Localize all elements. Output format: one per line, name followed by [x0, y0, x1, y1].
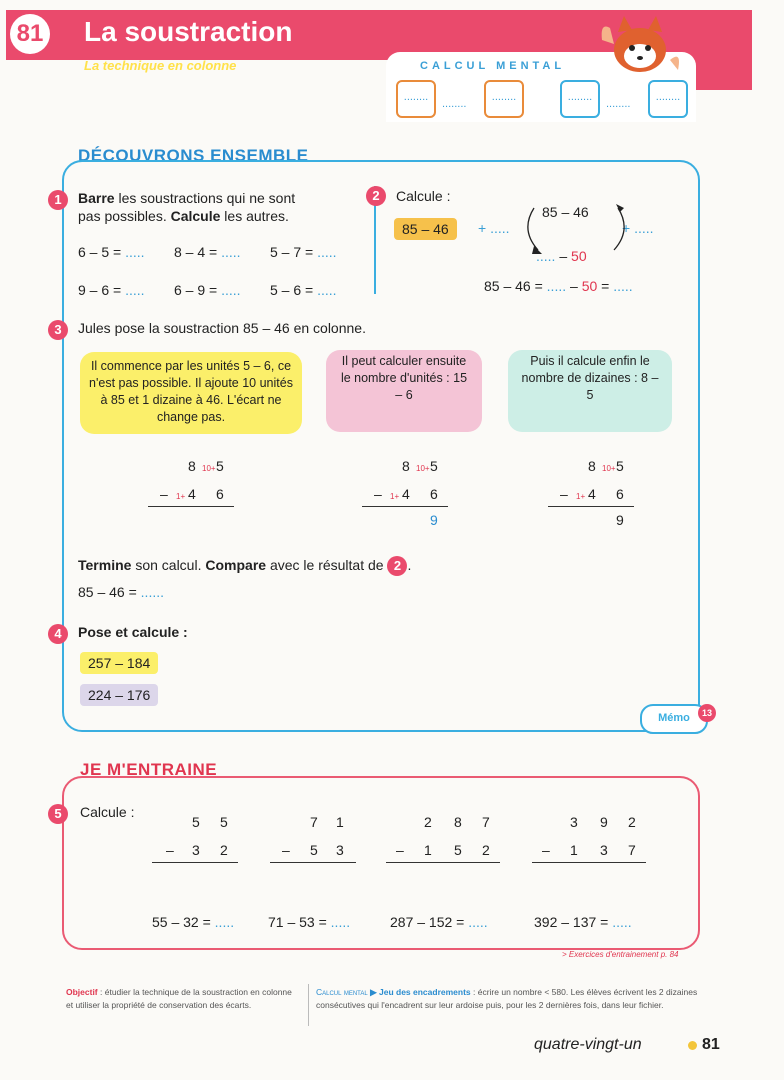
- exercise-number: 3: [48, 320, 68, 340]
- page-subtitle: La technique en colonne: [84, 58, 237, 73]
- column-digit: 4: [188, 486, 196, 502]
- ex1-instruction-line1: Barre les soustractions qui ne sont: [78, 190, 296, 206]
- ex1-operation[interactable]: 9 – 6 = .....: [78, 282, 145, 298]
- minus-sign: –: [160, 486, 168, 502]
- mental-calc-title: CALCUL MENTAL: [420, 60, 566, 72]
- ex3-step2-bubble: Il peut calculer ensuite le nombre d'unités : 15 – 6: [326, 350, 482, 432]
- ex5-result-line[interactable]: 55 – 32 = .....: [152, 914, 235, 930]
- ex1-operation[interactable]: 5 – 7 = .....: [270, 244, 337, 260]
- column-digit: 3: [192, 842, 200, 858]
- red-panda-mascot-icon: [596, 10, 684, 78]
- ex5-result-line[interactable]: 392 – 137 = .....: [534, 914, 632, 930]
- mental-gap-dots: ........: [442, 98, 467, 110]
- column-digit: 5: [220, 814, 228, 830]
- operation-line: [362, 506, 448, 507]
- mental-gap-dots: ........: [606, 98, 631, 110]
- column-digit: 8: [454, 814, 462, 830]
- ex2-plus-right[interactable]: + .....: [622, 220, 654, 236]
- ex2-instruction: Calcule :: [396, 188, 451, 204]
- ex3-instruction: Jules pose la soustraction 85 – 46 en colonne.: [78, 320, 366, 336]
- train-section-title: JE M'ENTRAINE: [80, 760, 218, 779]
- operation-line: [152, 862, 238, 863]
- column-digit: 1: [424, 842, 432, 858]
- mental-answer-box[interactable]: ........: [560, 80, 600, 118]
- column-digit: 6: [430, 486, 438, 502]
- column-digit: 2: [628, 814, 636, 830]
- column-digit: 2: [424, 814, 432, 830]
- column-digit: 7: [310, 814, 318, 830]
- minus-sign: –: [560, 486, 568, 502]
- column-digit: 2: [220, 842, 228, 858]
- minus-sign: –: [542, 842, 550, 858]
- ex3-finish-instruction: Termine son calcul. Compare avec le résultat de 2 .: [78, 556, 411, 576]
- page-number-words: quatre-vingt-un: [534, 1036, 642, 1053]
- operation-line: [270, 862, 356, 863]
- ex5-instruction: Calcule :: [80, 804, 135, 820]
- carry-ten: 10+: [202, 464, 216, 473]
- ex1-operation[interactable]: 6 – 9 = .....: [174, 282, 241, 298]
- mental-answer-box[interactable]: ........: [648, 80, 688, 118]
- operation-line: [148, 506, 234, 507]
- column-digit: 7: [628, 842, 636, 858]
- memo-number: 13: [698, 704, 716, 722]
- exercise-number: 5: [48, 804, 68, 824]
- ex2-diagram-middle: ..... – 50: [536, 248, 587, 264]
- ex3-step1-bubble: Il commence par les unités 5 – 6, ce n'est pas possible. Il ajoute 10 unités à 85 et 1 dizaine à 46. L'écart ne change pas.: [80, 352, 302, 434]
- ex1-operation[interactable]: 6 – 5 = .....: [78, 244, 145, 260]
- exercise-number: 4: [48, 624, 68, 644]
- ex1-operation[interactable]: 8 – 4 = .....: [174, 244, 241, 260]
- mental-answer-box[interactable]: ........: [396, 80, 436, 118]
- column-digit: 5: [216, 458, 224, 474]
- discover-section-title: DÉCOUVRONS ENSEMBLE: [78, 146, 309, 165]
- column-digit: 8: [588, 458, 596, 474]
- column-digit: 5: [616, 458, 624, 474]
- column-digit: 5: [454, 842, 462, 858]
- ex5-result-line[interactable]: 71 – 53 = .....: [268, 914, 351, 930]
- column-digit: 1: [570, 842, 578, 858]
- column-digit: 2: [482, 842, 490, 858]
- ex4-instruction: Pose et calcule :: [78, 624, 188, 640]
- operation-line: [386, 862, 500, 863]
- carry-one: 1+: [390, 492, 400, 501]
- exercise-number: 1: [48, 190, 68, 210]
- ex1-instruction-line2: pas possibles. Calcule les autres.: [78, 208, 289, 224]
- memo-badge[interactable]: Mémo: [640, 704, 708, 734]
- minus-sign: –: [166, 842, 174, 858]
- operation-line: [548, 506, 634, 507]
- ex2-operation: 85 – 46: [394, 218, 457, 240]
- column-digit: 5: [430, 458, 438, 474]
- more-exercises-link[interactable]: > Exercices d'entrainement p. 84: [562, 950, 679, 959]
- ex2-plus-left[interactable]: + .....: [478, 220, 510, 236]
- column-digit: 8: [188, 458, 196, 474]
- page-number-badge: 81: [10, 14, 50, 54]
- column-digit: 6: [616, 486, 624, 502]
- column-digit: 5: [310, 842, 318, 858]
- minus-sign: –: [282, 842, 290, 858]
- ex3-result-line[interactable]: 85 – 46 = ......: [78, 584, 165, 600]
- carry-one: 1+: [576, 492, 586, 501]
- column-digit: 9: [600, 814, 608, 830]
- column-digit: 5: [192, 814, 200, 830]
- mental-calc-note: Calcul mental ▶ Jeu des encadrements : écrire un nombre < 580. Les élèves écrivent les 2 dizaines consécutives qui l'encadrent sur leur ardoise puis, pour les 2 dernières fois, dans leur fichier.: [316, 987, 698, 1010]
- page-dot-icon: [688, 1041, 697, 1050]
- ex2-diagram-top: 85 – 46: [542, 204, 589, 220]
- minus-sign: –: [396, 842, 404, 858]
- column-digit: 7: [482, 814, 490, 830]
- column-digit: 3: [600, 842, 608, 858]
- ex2-result-line[interactable]: 85 – 46 = ..... – 50 = .....: [484, 278, 633, 294]
- footer-divider: [308, 984, 309, 1026]
- carry-ten: 10+: [602, 464, 616, 473]
- exercise-number: 2: [366, 186, 386, 206]
- column-digit: 4: [588, 486, 596, 502]
- ex1-operation[interactable]: 5 – 6 = .....: [270, 282, 337, 298]
- page-title: La soustraction: [84, 16, 293, 47]
- carry-ten: 10+: [416, 464, 430, 473]
- column-digit: 3: [570, 814, 578, 830]
- column-digit: 6: [216, 486, 224, 502]
- operation-line: [532, 862, 646, 863]
- column-digit: 4: [402, 486, 410, 502]
- column-digit: 8: [402, 458, 410, 474]
- ex4-operation: 224 – 176: [80, 684, 158, 706]
- page-number: 81: [702, 1036, 720, 1053]
- result-digit: 9: [616, 512, 624, 528]
- objective-note: Objectif : étudier la technique de la soustraction en colonne et utiliser la propriété de conservation des écarts.: [66, 987, 292, 1010]
- mental-answer-box[interactable]: ........: [484, 80, 524, 118]
- result-digit: 9: [430, 512, 438, 528]
- ex4-operation: 257 – 184: [80, 652, 158, 674]
- ex5-result-line[interactable]: 287 – 152 = .....: [390, 914, 488, 930]
- ex3-step3-bubble: Puis il calcule enfin le nombre de dizaines : 8 – 5: [508, 350, 672, 432]
- column-digit: 3: [336, 842, 344, 858]
- minus-sign: –: [374, 486, 382, 502]
- carry-one: 1+: [176, 492, 186, 501]
- column-digit: 1: [336, 814, 344, 830]
